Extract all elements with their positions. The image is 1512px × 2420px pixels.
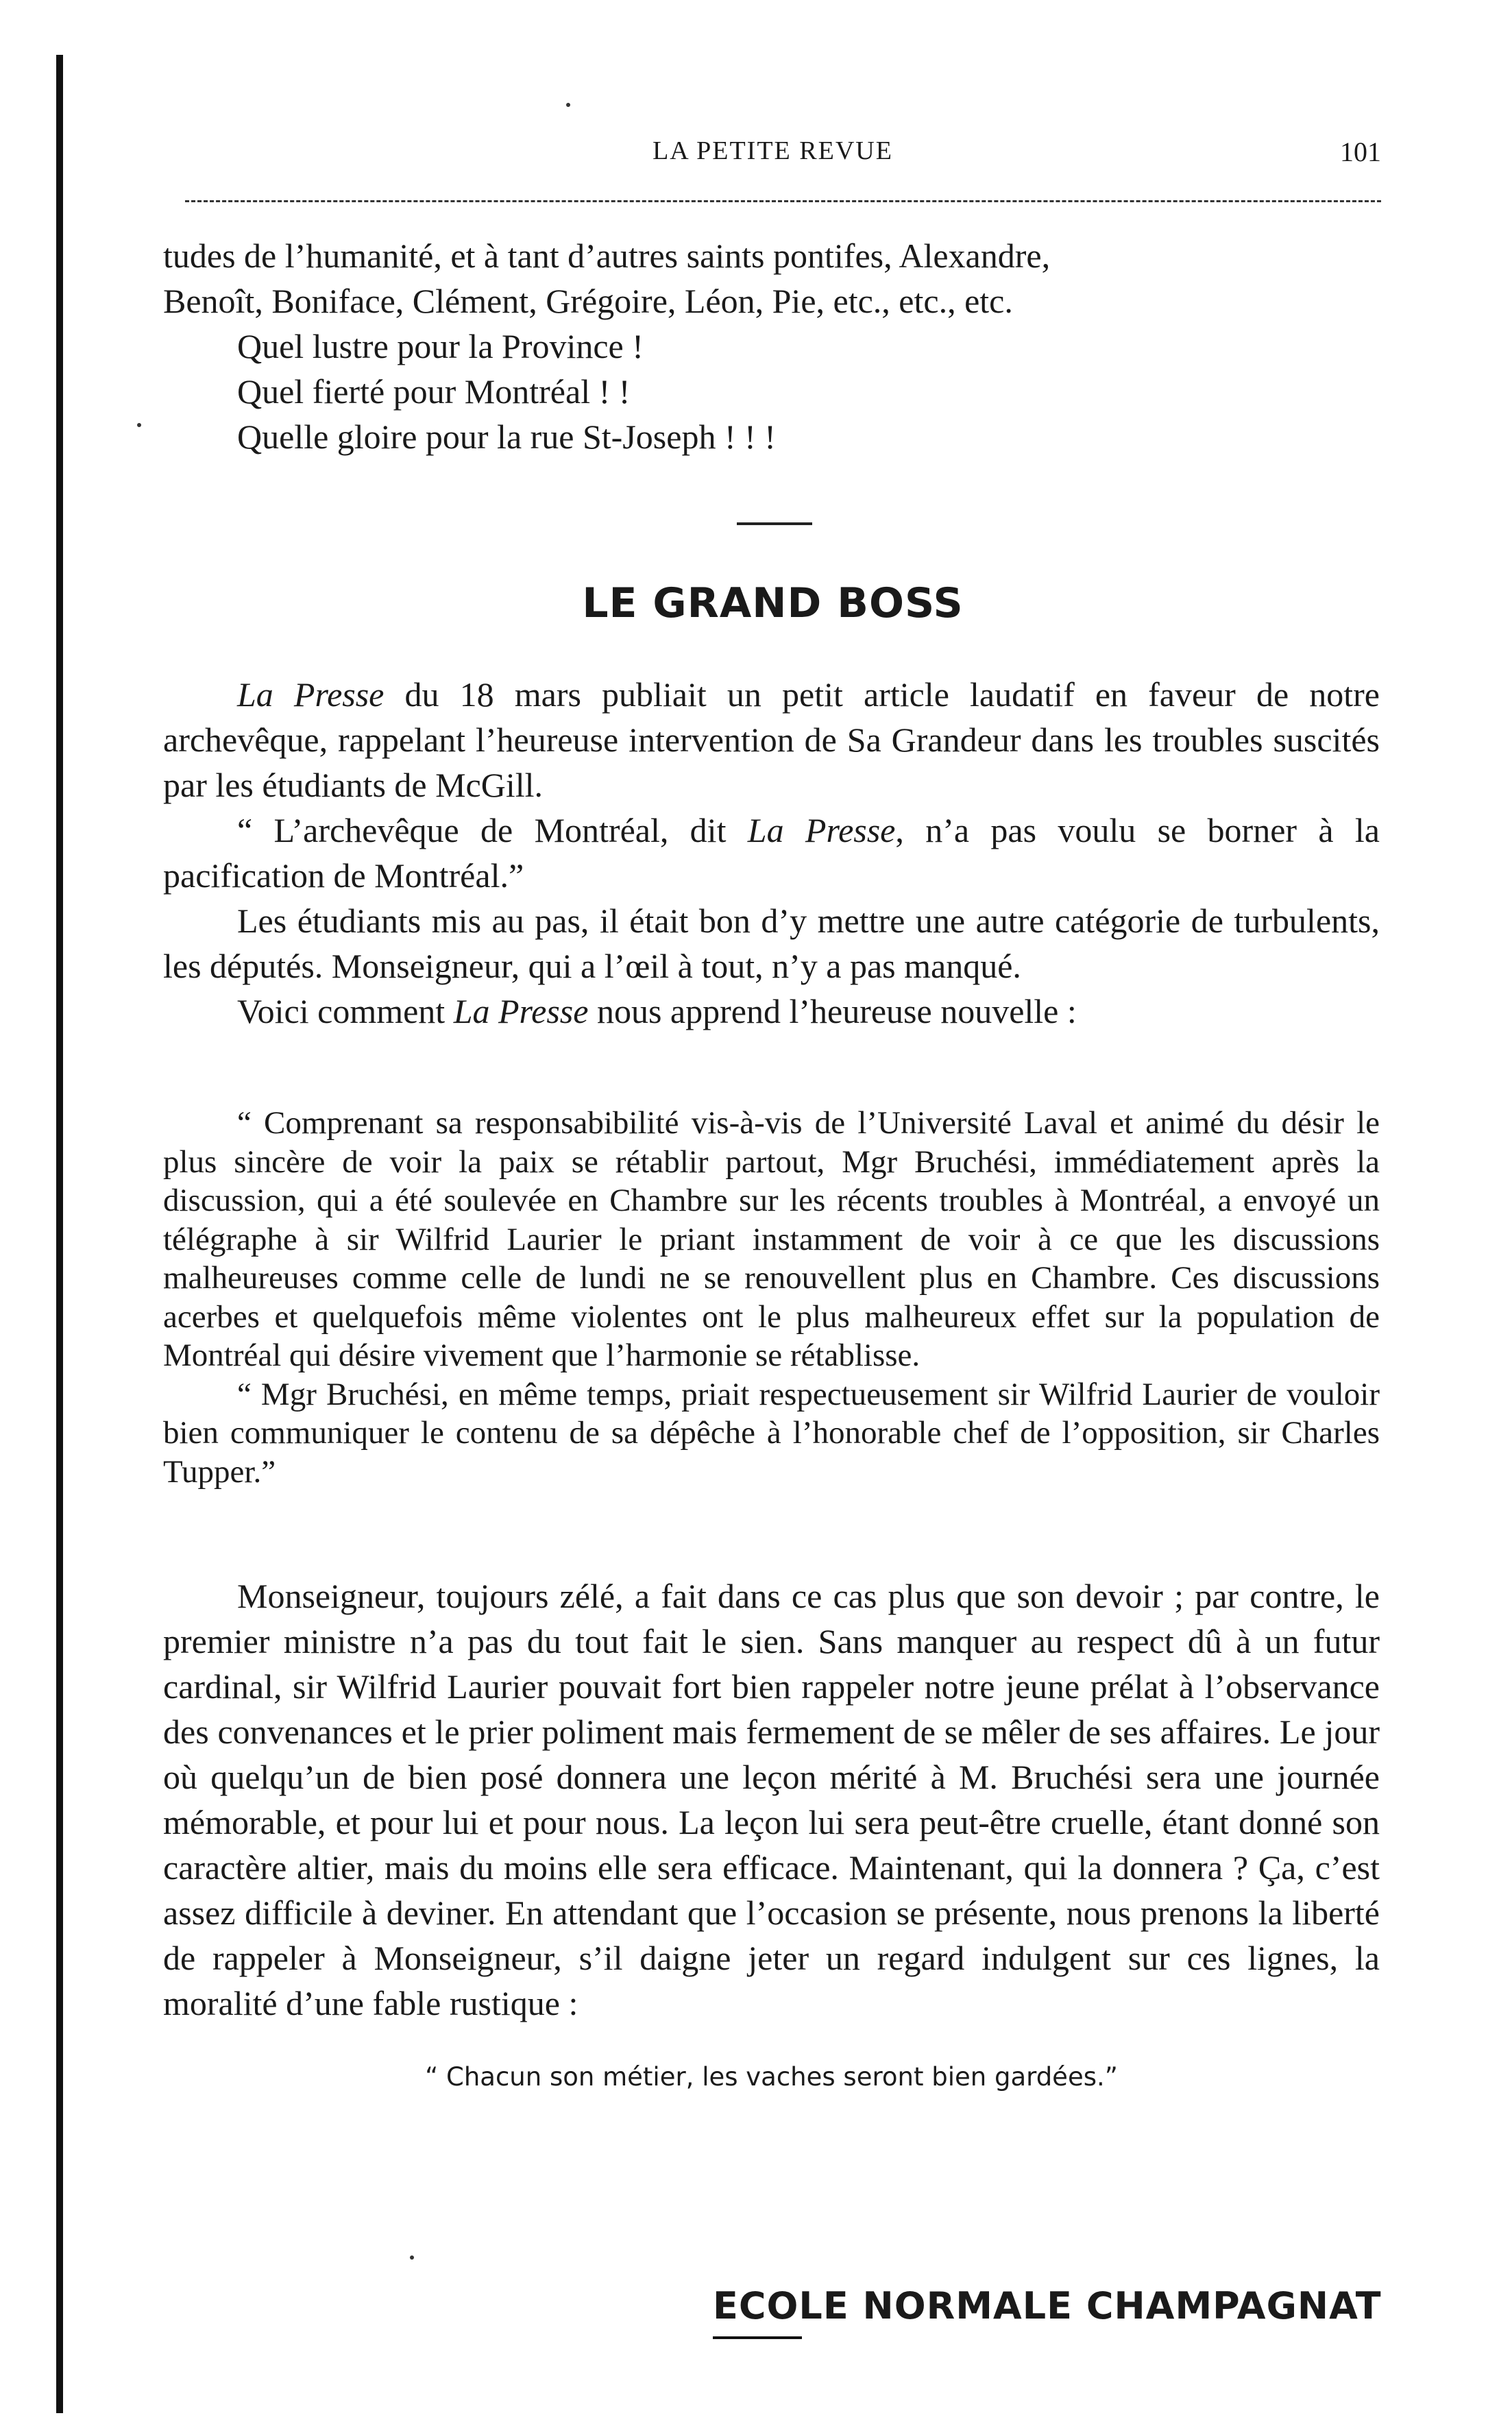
intro-line: Benoît, Boniface, Clément, Grégoire, Léon, Pie, etc., etc., etc. [163, 282, 1013, 320]
scan-speck [137, 423, 141, 427]
section-separator [737, 522, 812, 525]
header-rule [185, 200, 1381, 202]
article-paragraphs-1 [163, 672, 1380, 1034]
intro-line: Quel lustre pour la Province ! [237, 327, 644, 365]
newspaper-title: La Presse [237, 675, 385, 714]
paragraph-text: , n’a pas voulu se borner à la pacification de Montréal.” [163, 811, 1380, 895]
paragraph-text: du 18 mars publiait un petit article laudatif en faveur de notre archevêque, rappelant l’heureuse intervention de Sa Grandeur dans les troubles suscités par les étudiants de McGill. [163, 675, 1380, 804]
paragraph-text: “ L’archevêque de Montréal, dit [237, 811, 748, 849]
article-paragraphs-2 [163, 1573, 1380, 2026]
paragraph: Monseigneur, toujours zélé, a fait dans ce cas plus que son devoir ; par contre, le premier ministre n’a pas du tout fait le sien. Sans manquer au respect dû à un futur cardinal, sir Wilfrid Laurier pouvait fort bien rappeler notre jeune prélat à l’observance des convenances et le prier poliment mais fermement de se mêler de ses affaires. Le jour où quelqu’un de bien posé donnera une leçon mérité à M. Bruchési sera une journée mémorable, et pour lui et pour nous. La leçon lui sera peut-être cruelle, étant donné son caractère altier, mais du moins elle sera efficace. Maintenant, qui la donnera ? Ça, c’est assez difficile à deviner. En attendant que l’occasion se présente, nous prenons la liberté de rappeler à Monseigneur, s’il daigne jeter un regard indulgent sur ces lignes, la moralité d’une fable rustique : [163, 1577, 1380, 2022]
quote-paragraph: “ Comprenant sa responsabibilité vis-à-vis de l’Université Laval et animé du désir le plus sincère de voir la paix se rétablir partout, Mgr Bruchési, immédiatement après la discussion, qui a été soulevée en Chambre sur les récents troubles à Montréal, a envoyé un télégraphe à sir Wilfrid Laurier le priant instamment de voir à ce que les discussions malheureuses comme celle de lundi ne se renouvellent plus en Chambre. Ces discussions acerbes et quelquefois même violentes ont le plus malheureux effet sur la population de Montréal qui désire vivement que l’harmonie se rétablisse. [163, 1105, 1380, 1373]
newspaper-title: La Presse [747, 811, 896, 849]
paragraph: Les étudiants mis au pas, il était bon d’y mettre une autre catégorie de turbulents, les députés. Monseigneur, qui a l’œil à tout, n’y a pas manqué. [163, 902, 1380, 985]
page-number: 101 [1340, 136, 1381, 167]
quote-paragraph: “ Mgr Bruchési, en même temps, priait respectueusement sir Wilfrid Laurier de vouloir bien communiquer le contenu de sa dépêche à l’honorable chef de l’opposition, sir Charles Tupper.” [163, 1376, 1380, 1490]
intro-line: Quelle gloire pour la rue St-Joseph ! ! ! [237, 418, 776, 456]
paragraph-text: Voici comment [237, 992, 454, 1030]
intro-line: tudes de l’humanité, et à tant d’autres saints pontifes, Alexandre, [163, 237, 1051, 275]
intro-block [163, 233, 1380, 459]
running-title: LA PETITE REVUE [653, 136, 893, 165]
scan-speck [410, 2255, 414, 2260]
paragraph [163, 808, 1380, 898]
intro-line: Quel fierté pour Montréal ! ! [237, 372, 631, 411]
article-heading: LE GRAND BOSS [582, 579, 964, 627]
newspaper-title: La Presse [453, 992, 589, 1030]
paragraph-text: nous apprend l’heureuse nouvelle : [588, 992, 1077, 1030]
page-spine-edge [56, 55, 63, 2413]
paragraph [163, 672, 1380, 808]
quoted-dispatch [163, 1104, 1380, 1491]
scan-speck [566, 103, 570, 107]
running-header [164, 136, 1381, 177]
library-stamp: ECOLE NORMALE CHAMPAGNAT [713, 2284, 1382, 2327]
paragraph [163, 989, 1380, 1034]
closing-quote: “ Chacun son métier, les vaches seront bien gardées.” [425, 2062, 1118, 2092]
stamp-underline [713, 2336, 802, 2339]
